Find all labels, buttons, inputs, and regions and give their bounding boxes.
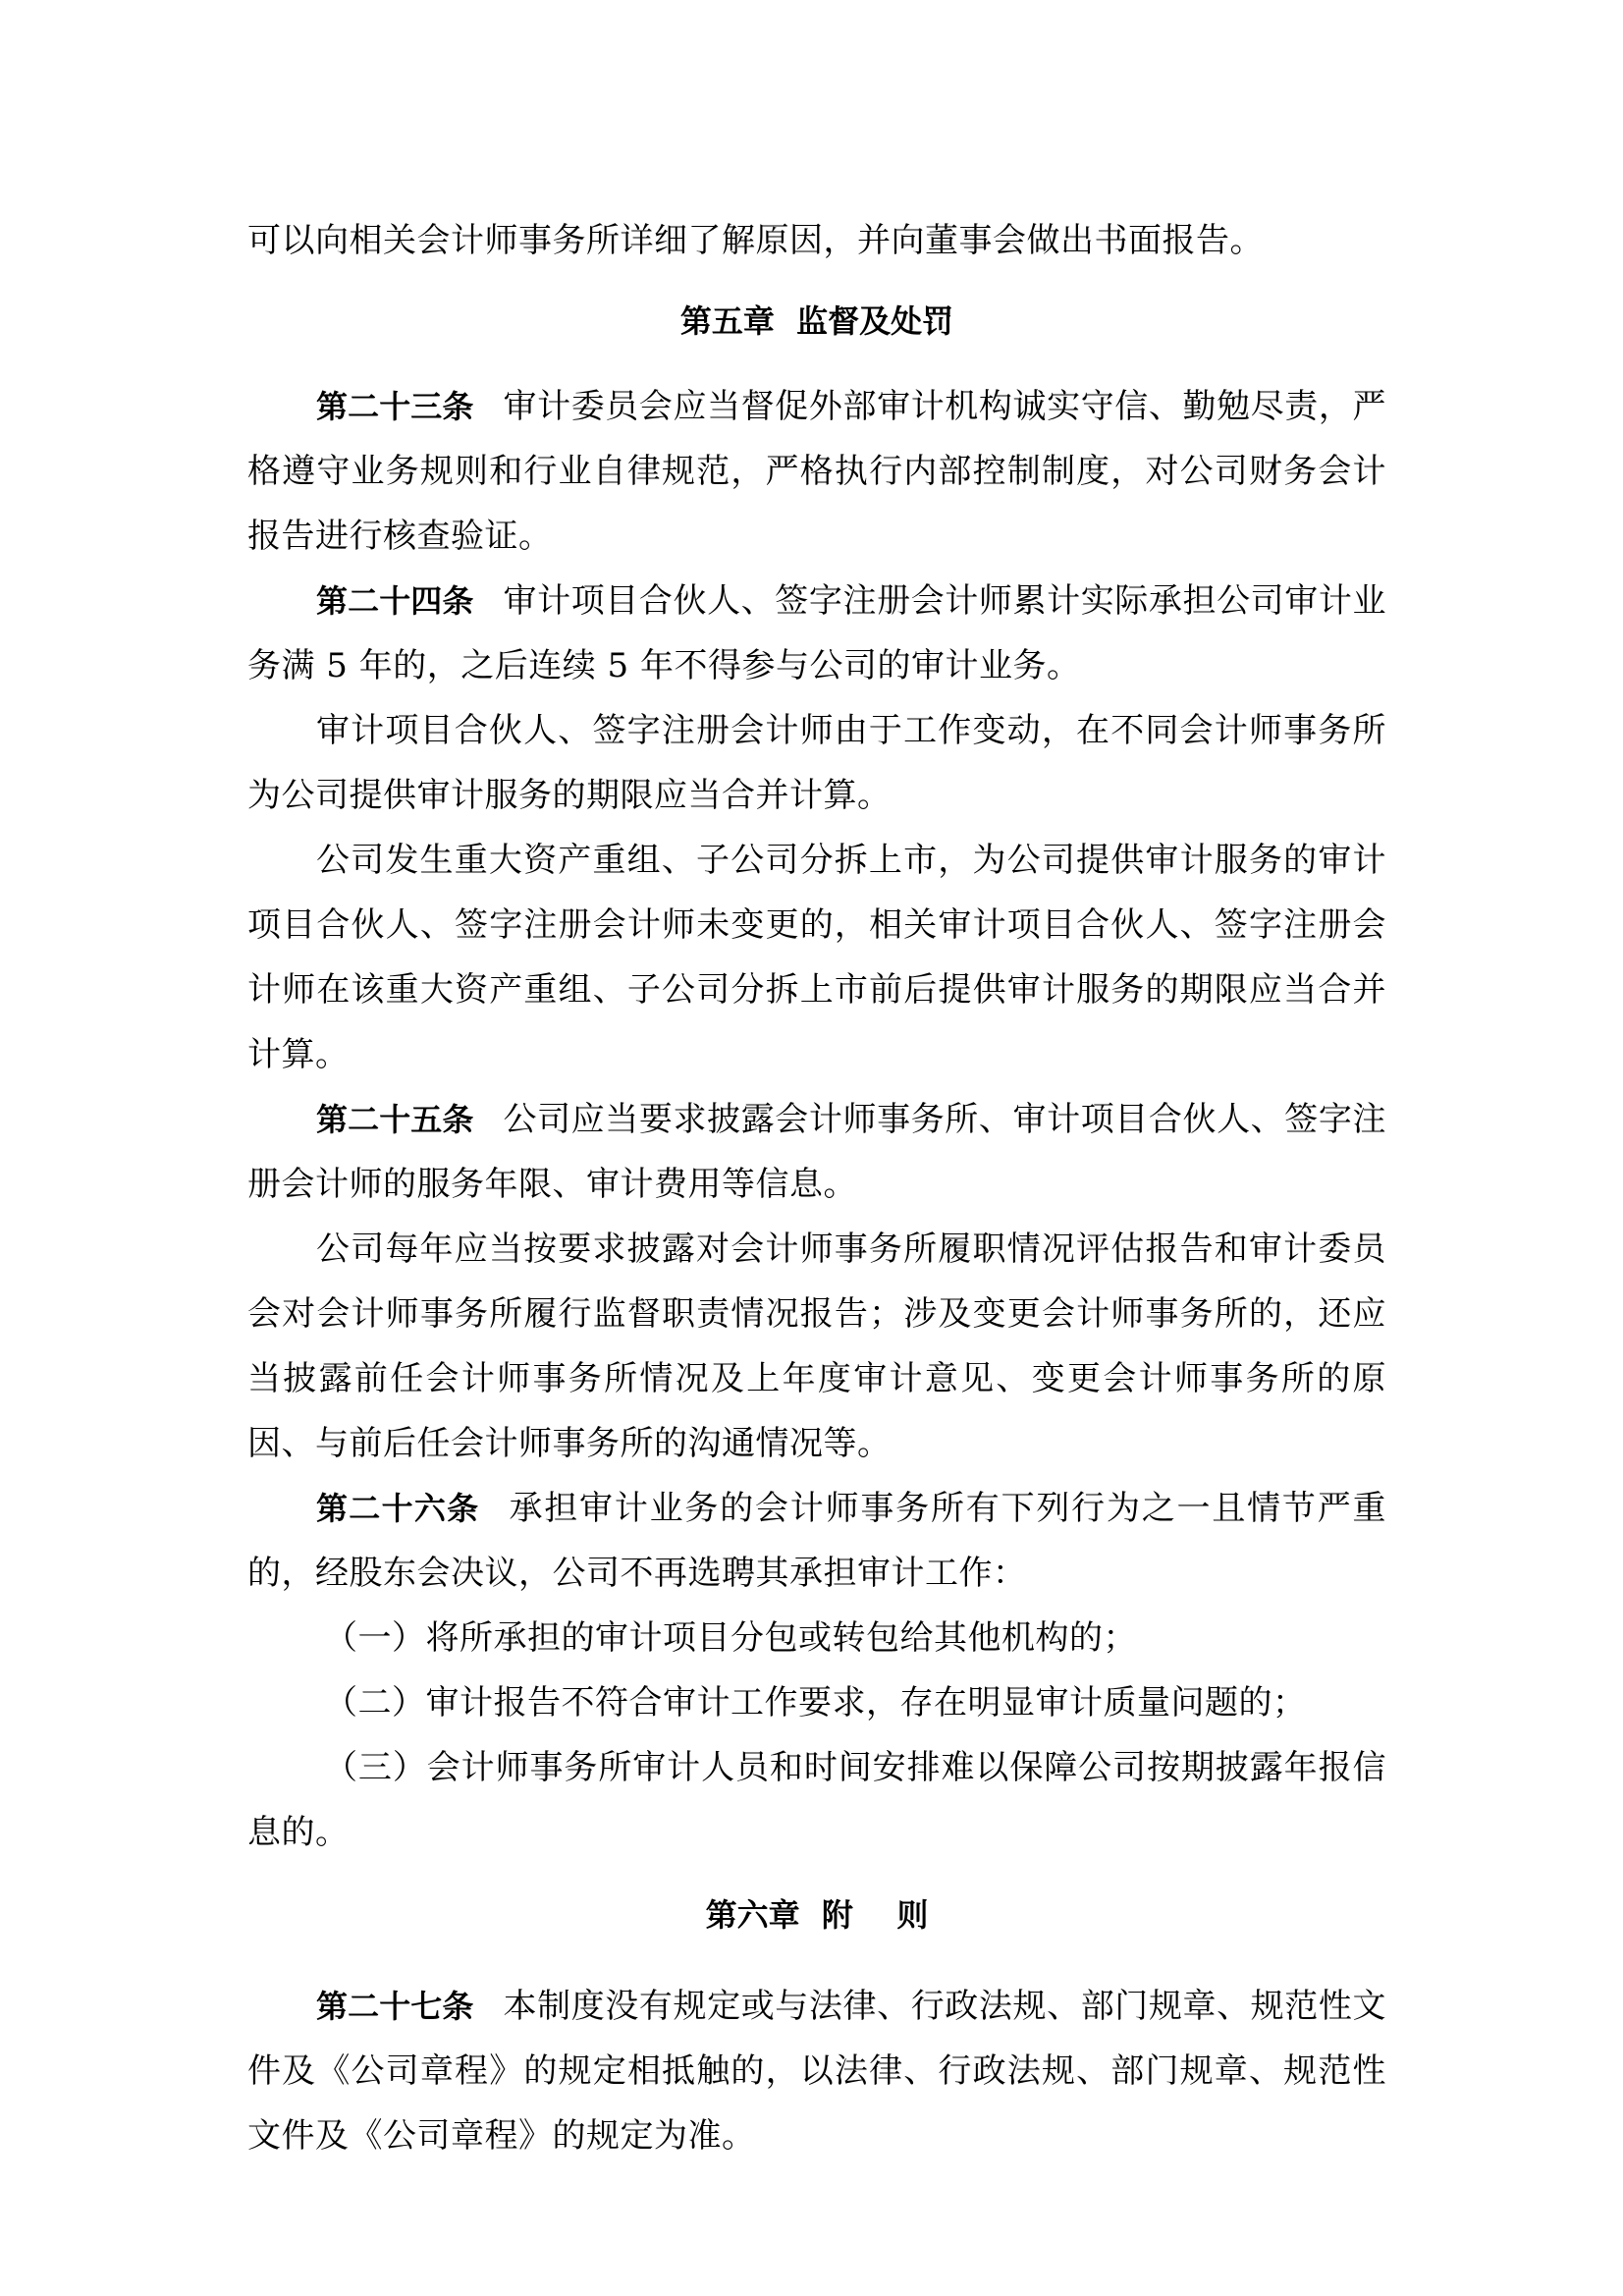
- article-27-label: 第二十七条: [316, 1988, 474, 2025]
- article-24-paragraph-3: 公司发生重大资产重组、子公司分拆上市，为公司提供审计服务的审计项目合伙人、签字注册会计师未变更的，相关审计项目合伙人、签字注册会计师在该重大资产重组、子公司分拆上市前后提供审计服务的期限应当合并计算。: [247, 841, 1386, 1074]
- article-23-text: 审计委员会应当督促外部审计机构诚实守信、勤勉尽责，严格遵守业务规则和行业自律规范，严格执行内部控制制度，对公司财务会计报告进行核查验证。: [247, 387, 1386, 556]
- chapter-5-heading: 第五章 监督及处罚: [679, 302, 954, 340]
- article-25-text: 公司应当要求披露会计师事务所、审计项目合伙人、签字注册会计师的服务年限、审计费用等信息。: [247, 1100, 1386, 1204]
- article-23: [247, 374, 1386, 569]
- article-23-label: 第二十三条: [316, 388, 474, 425]
- article-27-text: 本制度没有规定或与法律、行政法规、部门规章、规范性文件及《公司章程》的规定相抵触的，以法律、行政法规、部门规章、规范性文件及《公司章程》的规定为准。: [247, 1987, 1386, 2156]
- article-26-item-3: （三）会计师事务所审计人员和时间安排难以保障公司按期披露年报信息的。: [247, 1748, 1386, 1852]
- article-26-text: 承担审计业务的会计师事务所有下列行为之一且情节严重的，经股东会决议，公司不再选聘其承担审计工作：: [247, 1489, 1386, 1593]
- article-24-text: 审计项目合伙人、签字注册会计师累计实际承担公司审计业务满 5 年的，之后连续 5 年不得参与公司的审计业务。: [247, 581, 1386, 685]
- opening-paragraph: 可以向相关会计师事务所详细了解原因，并向董事会做出书面报告。: [247, 221, 1264, 260]
- article-26-item-2: （二）审计报告不符合审计工作要求，存在明显审计质量问题的；: [324, 1683, 1307, 1722]
- article-24-label: 第二十四条: [316, 582, 474, 620]
- article-26: [247, 1476, 1386, 1606]
- chapter-6-heading: 第六章 附 则: [705, 1896, 929, 1934]
- article-26-label: 第二十六条: [316, 1490, 480, 1527]
- article-25: [247, 1087, 1386, 1217]
- article-27: [247, 1974, 1386, 2168]
- article-24-paragraph-2: 审计项目合伙人、签字注册会计师由于工作变动，在不同会计师事务所为公司提供审计服务的期限应当合并计算。: [247, 711, 1386, 815]
- article-25-paragraph-2: 公司每年应当按要求披露对会计师事务所履职情况评估报告和审计委员会对会计师事务所履行监督职责情况报告；涉及变更会计师事务所的，还应当披露前任会计师事务所情况及上年度审计意见、变更会计师事务所的原因、与前后任会计师事务所的沟通情况等。: [247, 1230, 1386, 1463]
- article-24: [247, 569, 1386, 698]
- article-26-item-1: （一）将所承担的审计项目分包或转包给其他机构的；: [324, 1618, 1137, 1658]
- article-25-label: 第二十五条: [316, 1101, 474, 1138]
- document-body: [247, 208, 1386, 2168]
